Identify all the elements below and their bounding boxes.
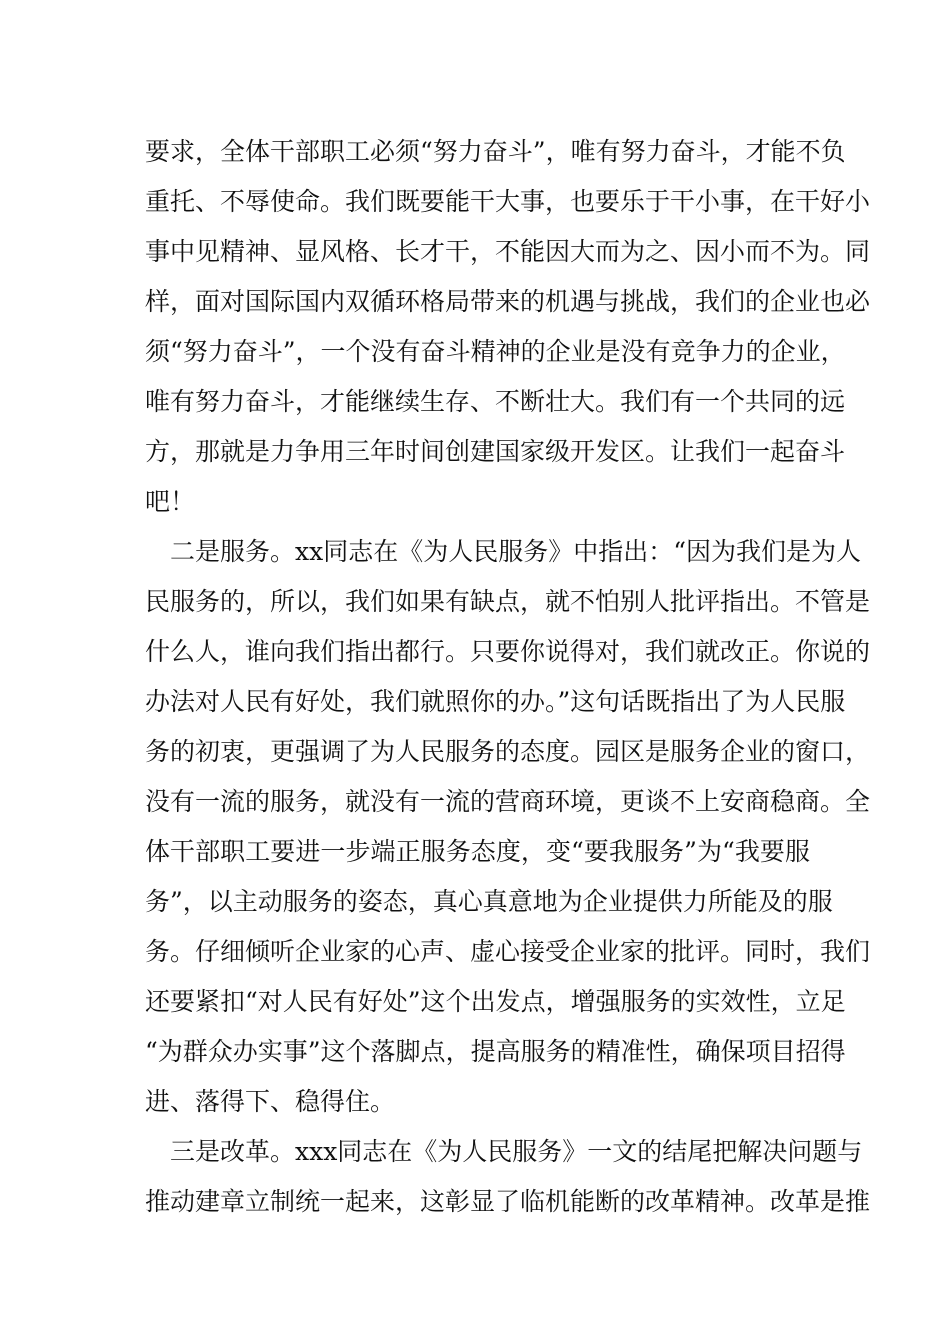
text-line: 须“努力奋斗”，一个没有奋斗精神的企业是没有竞争力的企业， bbox=[145, 337, 846, 366]
text-line: 进、落得下、稳得住。 bbox=[145, 1087, 396, 1116]
document-body bbox=[145, 127, 871, 1227]
text-line: 二是服务。xx同志在《为人民服务》中指出：“因为我们是为人 bbox=[145, 537, 861, 566]
text-line: “为群众办实事”这个落脚点，提高服务的精准性，确保项目招得 bbox=[145, 1037, 846, 1066]
text-line: 推动建章立制统一起来，这彰显了临机能断的改革精神。改革是推 bbox=[145, 1187, 871, 1216]
text-line: 样，面对国际国内双循环格局带来的机遇与挑战，我们的企业也必 bbox=[145, 287, 871, 316]
paragraph-1 bbox=[145, 127, 871, 527]
text-line: 要求，全体干部职工必须“努力奋斗”，唯有努力奋斗，才能不负 bbox=[145, 137, 846, 166]
text-line: 什么人，谁向我们指出都行。只要你说得对，我们就改正。你说的 bbox=[145, 637, 871, 666]
text-line: 务的初衷，更强调了为人民服务的态度。园区是服务企业的窗口， bbox=[145, 737, 871, 766]
text-line: 务。仔细倾听企业家的心声、虚心接受企业家的批评。同时，我们 bbox=[145, 937, 871, 966]
text-line: 事中见精神、显风格、长才干，不能因大而为之、因小而不为。同 bbox=[145, 237, 871, 266]
text-line: 民服务的，所以，我们如果有缺点，就不怕别人批评指出。不管是 bbox=[145, 587, 871, 616]
text-line: 吧！ bbox=[145, 487, 196, 516]
text-line: 唯有努力奋斗，才能继续生存、不断壮大。我们有一个共同的远 bbox=[145, 387, 846, 416]
text-line: 办法对人民有好处，我们就照你的办。”这句话既指出了为人民服 bbox=[145, 687, 846, 716]
text-line: 还要紧扣“对人民有好处”这个出发点，增强服务的实效性，立足 bbox=[145, 987, 846, 1016]
text-line: 没有一流的服务，就没有一流的营商环境，更谈不上安商稳商。全 bbox=[145, 787, 871, 816]
text-line: 务”，以主动服务的姿态，真心真意地为企业提供力所能及的服 bbox=[145, 887, 833, 916]
paragraph-2 bbox=[145, 527, 871, 1127]
text-line: 三是改革。xxx同志在《为人民服务》一文的结尾把解决问题与 bbox=[145, 1137, 863, 1166]
paragraph-3 bbox=[145, 1127, 871, 1227]
text-line: 方，那就是力争用三年时间创建国家级开发区。让我们一起奋斗 bbox=[145, 437, 846, 466]
text-line: 重托、不辱使命。我们既要能干大事，也要乐于干小事，在干好小 bbox=[145, 187, 871, 216]
text-line: 体干部职工要进一步端正服务态度，变“要我服务”为“我要服 bbox=[145, 837, 810, 866]
